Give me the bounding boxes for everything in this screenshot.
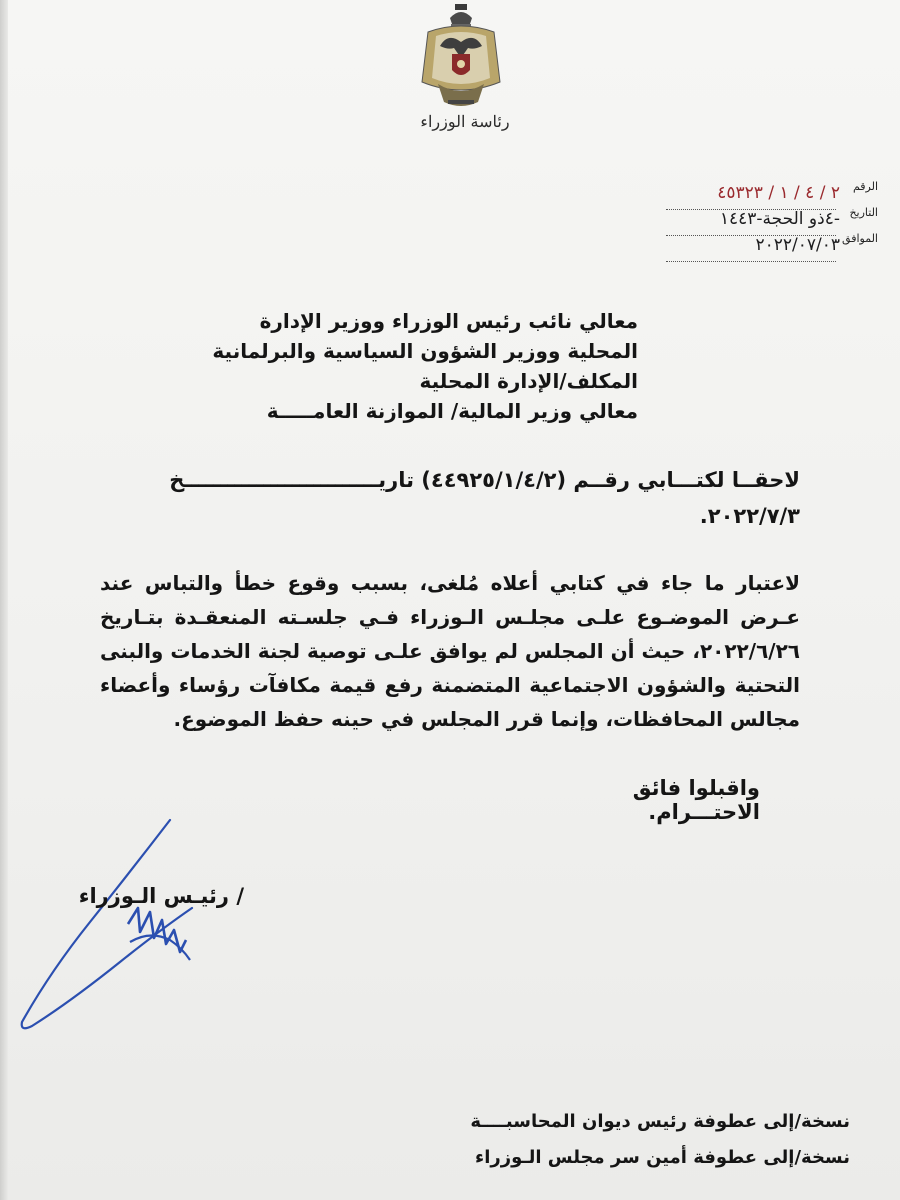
addressees-block <box>212 306 638 426</box>
copy-line: نسخة/إلى عطوفة رئيس ديوان المحاسبــــة <box>470 1111 850 1132</box>
addressee-line: معالي نائب رئيس الوزراء ووزير الإدارة <box>259 309 638 333</box>
reference-values <box>560 180 840 258</box>
reference-paragraph: لاحقــا لكتـــابي رقــم (٤٤٩٢٥/١/٤/٢) تاريـــــــــــــــــــــــــــخ ٢٠٢٢/٧/٣. <box>169 468 800 528</box>
jordan-coat-of-arms-icon <box>418 2 504 112</box>
reference-number: ٢ / ٤ / ١ / ٤٥٣٢٣ <box>717 183 840 203</box>
gregorian-date: ٢٠٢٢/٠٧/٠٣ <box>755 235 840 255</box>
addressee-line: المكلف/الإدارة المحلية <box>419 369 638 393</box>
hijri-date: -٤ذو الحجة-١٤٤٣ <box>719 209 840 229</box>
addressee-line: المحلية ووزير الشؤون السياسية والبرلمانية <box>212 339 638 363</box>
closing-line: واقبلوا فائق الاحتـــرام. <box>632 776 760 824</box>
label-number: الرقم <box>852 180 878 193</box>
body-paragraph: لاعتبار ما جاء في كتابي أعلاه مُلغى، بسبب وقوع خطأ والتباس عند عـرض الموضـوع علـى مجلـس الـوزراء فـي جلسـته المنعقـدة بتـاريخ ٢٠٢٢/٦/٢٦، حيث أن المجلس لم يوافق علـى توصية لجنة الخدمات والبنى التحتية والشؤون الاجتماعية المتضمنة رفع قيمة مكافآت رؤساء وأعضاء مجالس المحافظات، وإنما قرر المجلس في حينه حفظ الموضوع. <box>100 571 800 731</box>
copy-line: نسخة/إلى عطوفة أمين سر مجلس الـوزراء <box>475 1147 850 1168</box>
label-corresponding: الموافق <box>842 232 878 245</box>
label-date: التاريخ <box>849 206 878 219</box>
office-title: رئاسة الوزراء <box>420 112 510 131</box>
copies-block <box>450 1104 850 1176</box>
handwritten-signature <box>10 812 240 1042</box>
addressee-line: معالي وزير المالية/ الموازنة العامـــــة <box>266 399 638 423</box>
signatory-title: / رئيـس الـوزراء <box>78 884 244 908</box>
